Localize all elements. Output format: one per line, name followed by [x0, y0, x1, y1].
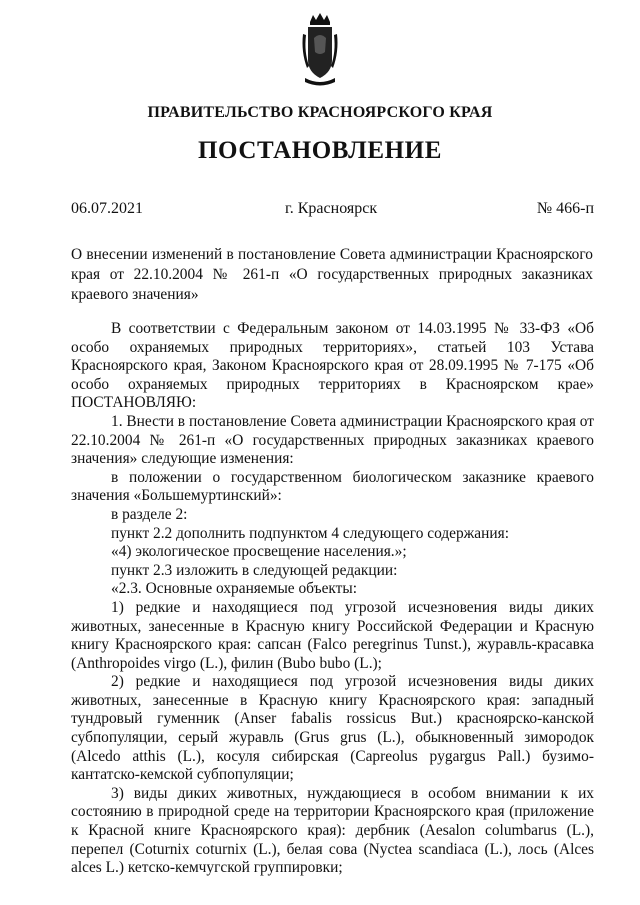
body-paragraph: пункт 2.2 дополнить подпунктом 4 следующего содержания: — [111, 524, 509, 542]
coat-of-arms-emblem — [301, 12, 339, 86]
body-paragraph: в положении о государственном биологическом заказнике краевого значения «Большемуртинский»: — [71, 468, 594, 505]
government-name: ПРАВИТЕЛЬСТВО КРАСНОЯРСКОГО КРАЯ — [147, 104, 493, 121]
document-type-title: ПОСТАНОВЛЕНИЕ — [197, 137, 443, 164]
body-paragraph: 1. Внести в постановление Совета администрации Красноярского края от 22.10.2004 № 261-п «О государственных природных заказниках краевого значения» следующие изменения: — [71, 412, 594, 468]
body-paragraph: 3) виды диких животных, нуждающиеся в особом внимании к их состоянию в природной среде на территории Красноярского края (приложение к Красной книге Красноярского края): дербник (Aesalon columbarus (L.), перепел (Coturnix coturnix (L.), белая сова (Nyctea scandiaca (L.), лось (Alces alces L.) кетско-кемчугской группировки; — [71, 784, 594, 877]
document-subject: О внесении изменений в постановление Совета администрации Красноярского края от 22.10.2004 № 261-п «О государственных природных заказниках краевого значения» — [71, 246, 593, 303]
body-paragraph: В соответствии с Федеральным законом от 14.03.1995 № 33-ФЗ «Об особо охраняемых природных территориях», статьей 103 Устава Красноярского края, Законом Красноярского края от 28.09.1995 № 7-175 «Об особо охраняемых природных территориях в Красноярском крае» ПОСТАНОВЛЯЮ: — [71, 320, 594, 412]
document-city: г. Красноярск — [285, 200, 378, 217]
body-paragraph: «2.3. Основные охраняемые объекты: — [111, 580, 358, 598]
document-body — [71, 320, 594, 878]
body-paragraph: «4) экологическое просвещение населения.»; — [111, 543, 407, 561]
body-paragraph: 2) редкие и находящиеся под угрозой исчезновения виды диких животных, занесенные в Красную книгу Красноярского края: западный тундровый гуменник (Anser fabalis rossicus But.) красноярско-канской субпопуляции, серый журавль (Grus grus (L.), обыкновенный зимородок (Alcedo atthis (L.), косуля сибирская (Capreolus pygargus Pall.) бузимо-кантатско-кемской субпопуляции; — [71, 673, 594, 784]
document-meta-row — [71, 200, 594, 218]
body-paragraph: пункт 2.3 изложить в следующей редакции: — [111, 561, 398, 579]
body-paragraph: в разделе 2: — [111, 505, 188, 523]
document-date: 06.07.2021 — [71, 200, 143, 217]
body-paragraph: 1) редкие и находящиеся под угрозой исчезновения виды диких животных, занесенные в Красную книгу Российской Федерации и Красную книгу Красноярского края: сапсан (Falco peregrinus Tunst.), журавль-красавка (Anthropoides virgo (L.), филин (Bubo bubo (L.); — [71, 598, 594, 672]
document-number: № 466-п — [536, 200, 594, 217]
